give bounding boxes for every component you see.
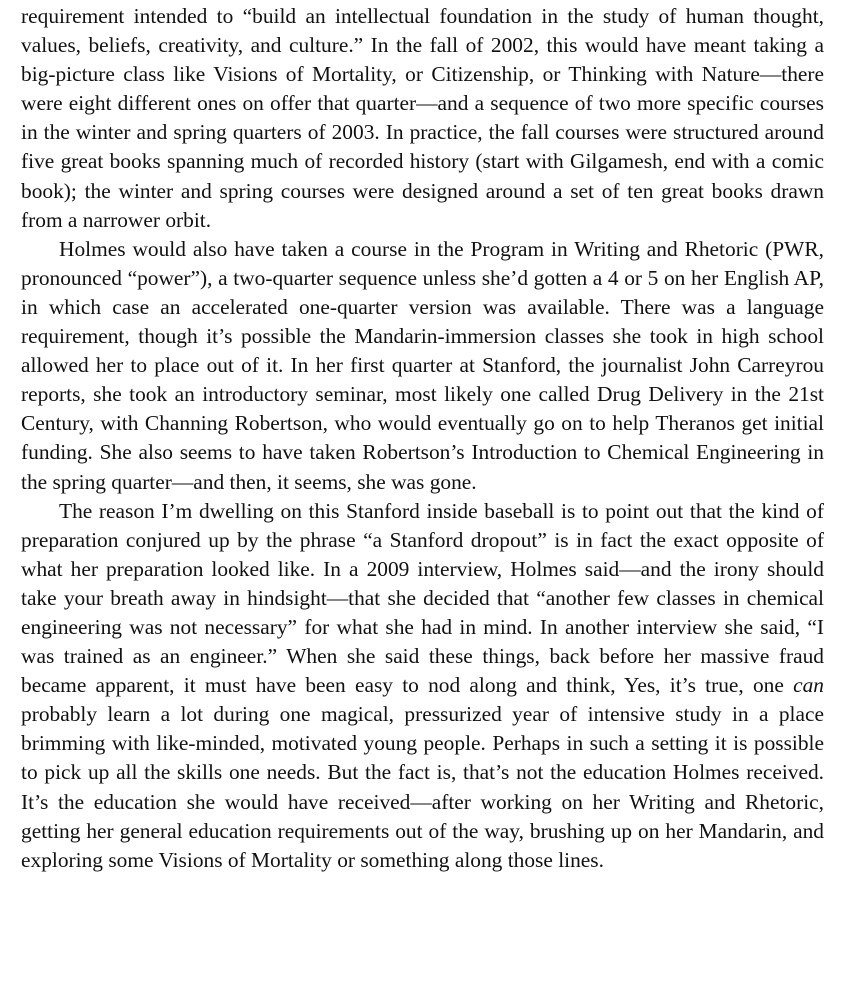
paragraph-2: Holmes would also have taken a course in the Program in Writing and Rhetoric (PWR, pronounced “power”), a two-quarter sequence unless she’d gotten a 4 or 5 on her English AP, in which case an accelerated one-quarter version was available. There was a language requirement, though it’s possible the Mandarin-immersion classes she took in high school allowed her to place out of it. In her first quarter at Stanford, the journalist John Carreyrou reports, she took an introductory seminar, most likely one called Drug Delivery in the 21st Century, with Channing Robertson, who would eventually go on to help Theranos get initial funding. She also seems to have taken Robertson’s Introduction to Chemical Engineering in the spring quarter—and then, it seems, she was gone. [21, 236, 824, 494]
paragraph-3-text-start: The reason I’m dwelling on this Stanford inside baseball is to point out that the kind of preparation conjured up by the phrase “a Stanford dropout” is in fact the exact opposite of what her preparation looked like. In a 2009 interview, Holmes said—and the irony should take your breath away in hindsight—that she decided that “another few classes in chemical engineering was not necessary” for what she had in mind. In another interview she said, “I was trained as an engineer.” When she said these things, back before her massive fraud became apparent, it must have been easy to nod along and think, Yes, it’s true, one [21, 498, 824, 698]
paragraph-3-text-end: probably learn a lot during one magical, pressurized year of intensive study in a place brimming with like-minded, motivated young people. Perhaps in such a setting it is possible to pick up all the skills one needs. But the fact is, that’s not the education Holmes received. It’s the education she would have received—after working on her Writing and Rhetoric, getting her general education requirements out of the way, brushing up on her Mandarin, and exploring some Visions of Mortality or something along those lines. [21, 702, 824, 872]
paragraph-1: requirement intended to “build an intellectual foundation in the study of human thought, values, beliefs, creativity, and culture.” In the fall of 2002, this would have meant taking a big-picture class like Visions of Mortality, or Citizenship, or Thinking with Nature—there were eight different ones on offer that quarter—and a sequence of two more specific courses in the winter and spring quarters of 2003. In practice, the fall courses were structured around five great books spanning much of recorded history (start with Gilgamesh, end with a comic book); the winter and spring courses were designed around a set of ten great books drawn from a narrower orbit. [21, 4, 824, 232]
paragraph-3 [21, 497, 824, 875]
emphasized-word: can [793, 673, 824, 698]
